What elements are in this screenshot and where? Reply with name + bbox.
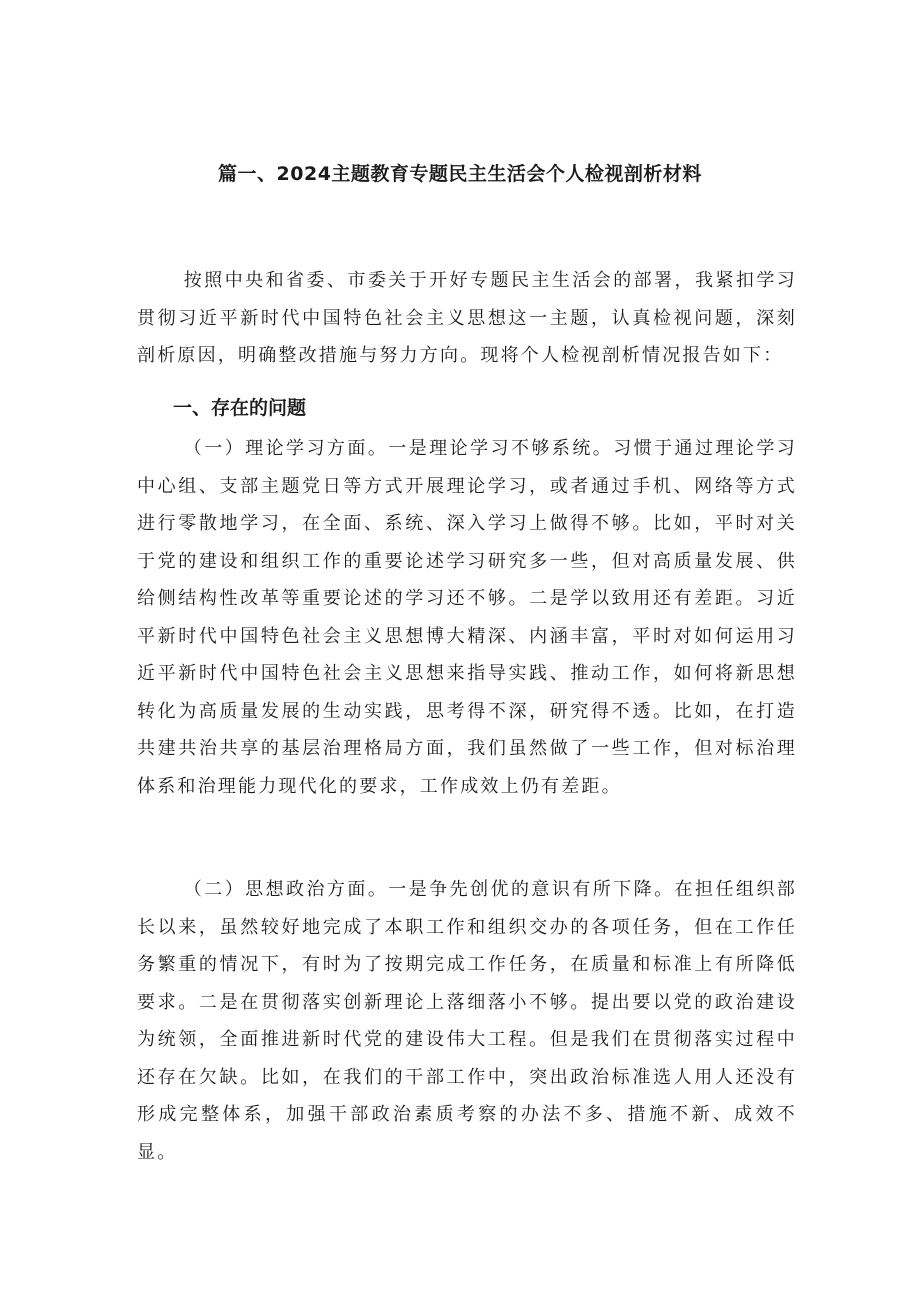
paragraph-ideology-politics: （二）思想政治方面。一是争先创优的意识有所下降。在担任组织部长以来，虽然较好地完成了本职工作和组织交办的各项任务，但在工作任务繁重的情况下，有时为了按期完成工作任务，在质量和标准上有所降低要求。二是在贯彻落实创新理论上落细落小不够。提出要以党的政治建设为统领，全面推进新时代党的建设伟大工程。但是我们在贯彻落实过程中还存在欠缺。比如，在我们的干部工作中，突出政治标准选人用人还没有形成完整体系，加强干部政治素质考察的办法不多、措施不新、成效不显。	[137, 879, 797, 1163]
paragraph-theory-study: （一）理论学习方面。一是理论学习不够系统。习惯于通过理论学习中心组、支部主题党日等方式开展理论学习，或者通过手机、网络等方式进行零散地学习，在全面、系统、深入学习上做得不够。比如，平时对关于党的建设和组织工作的重要论述学习研究多一些，但对高质量发展、供给侧结构性改革等重要论述的学习还不够。二是学以致用还有差距。习近平新时代中国特色社会主义思想博大精深、内涵丰富，平时对如何运用习近平新时代中国特色社会主义思想来指导实践、推动工作，如何将新思想转化为高质量发展的生动实践，思考得不深，研究得不透。比如，在打造共建共治共享的基层治理格局方面，我们虽然做了一些工作，但对标治理体系和治理能力现代化的要求，工作成效上仍有差距。	[137, 438, 797, 797]
section-heading-problems: 一、存在的问题	[173, 397, 307, 419]
document-title: 篇一、2024主题教育专题民主生活会个人检视剖析材料	[218, 163, 702, 185]
intro-paragraph: 按照中央和省委、市委关于开好专题民主生活会的部署，我紧扣学习贯彻习近平新时代中国特色社会主义思想这一主题，认真检视问题，深刻剖析原因，明确整改措施与努力方向。现将个人检视剖析情况报告如下：	[137, 270, 797, 366]
